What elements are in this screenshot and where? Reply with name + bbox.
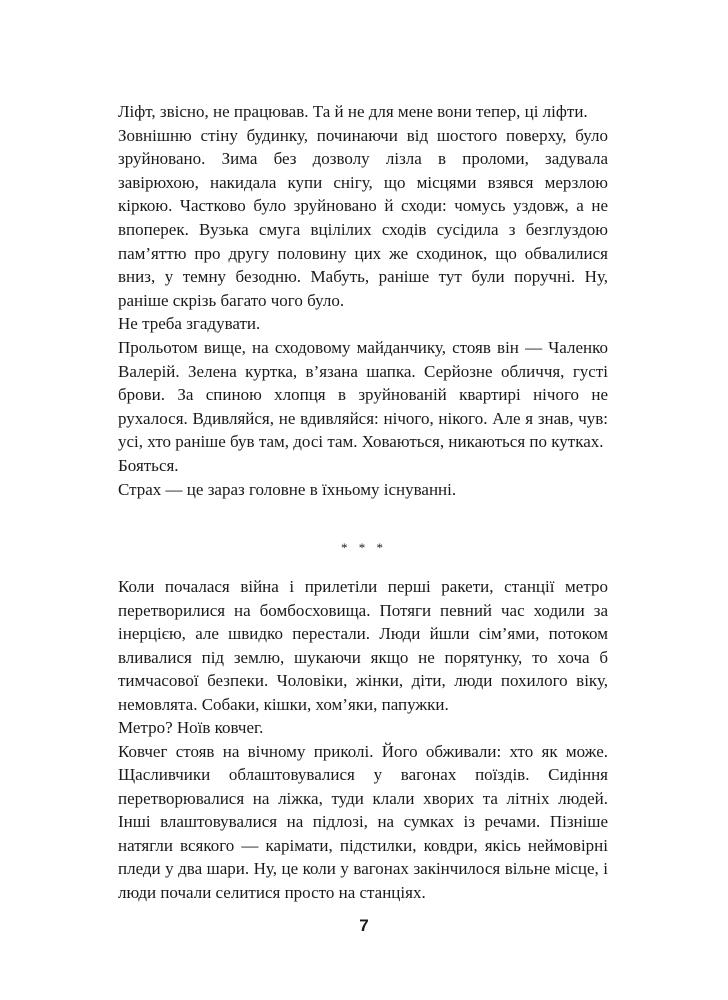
page-number: 7 xyxy=(359,916,369,935)
paragraph: Ковчег стояв на вічному приколі. Його обживали: хто як може. Щасливчики облаштовувалися у вагонах поїздів. Сидіння перетворювалися на ліжка, туди клали хворих та літніх людей. Інші влаштовувалися на підлозі, на сумках із речами. Пізніше натягли всякого — карімати, підстилки, ковдри, якісь неймовірні пледи у два шари. Ну, це коли у вагонах закінчилося вільне місце, і люди почали селитися просто на станціях. xyxy=(118,741,608,902)
paragraph: Метро? Ноїв ковчег. xyxy=(118,718,264,737)
text-section-2 xyxy=(118,575,608,904)
paragraph: Бояться. xyxy=(118,455,179,475)
paragraph: Прольотом вище, на сходовому майданчику, стояв він — Чаленко Валерій. Зелена куртка, в’язана шапка. Серйозне обличчя, густі брови. За спиною хлопця в зруйнованій квартирі нічого не рухалося. Вдивляйся, не вдивляйся: нічого, нікого. Але я знав, чув: усі, хто раніше був там, досі там. Ховаються, никаються по кутках. xyxy=(118,337,608,452)
section-separator: * * * xyxy=(341,540,387,555)
paragraph: Коли почалася війна і прилетіли перші ракети, станції метро перетворилися на бомбосховища. Потяги певний час ходили за інерцією, але швидко перестали. Люди йшли сім’ями, потоком вливалися під землю, шукаючи якщо не порятунку, то хоча б тимчасової безпеки. Чоловіки, жінки, діти, люди похилого віку, немовлята. Собаки, кішки, хом’яки, папужки. xyxy=(118,577,608,714)
paragraph: Зовнішню стіну будинку, починаючи від шостого поверху, було зруйновано. Зима без дозволу лізла в проломи, задувала завірюхою, накидала купи снігу, що місцями взявся мерзлою кіркою. Частково було зруйновано й сходи: чомусь уздовж, а не впоперек. Вузька смуга вцілілих сходів сусідила з безглуздою пам’яттю про другу половину цих же сходинок, що обвалилися вниз, у темну безодню. Мабуть, раніше тут були поручні. Ну, раніше скрізь багато чого було. xyxy=(118,125,608,310)
paragraph: Ліфт, звісно, не працював. Та й не для мене вони тепер, ці ліфти. xyxy=(118,102,588,121)
paragraph: Не треба згадувати. xyxy=(118,314,261,334)
text-section-1 xyxy=(118,100,608,501)
paragraph: Страх — це зараз головне в їхньому існуванні. xyxy=(118,479,457,499)
